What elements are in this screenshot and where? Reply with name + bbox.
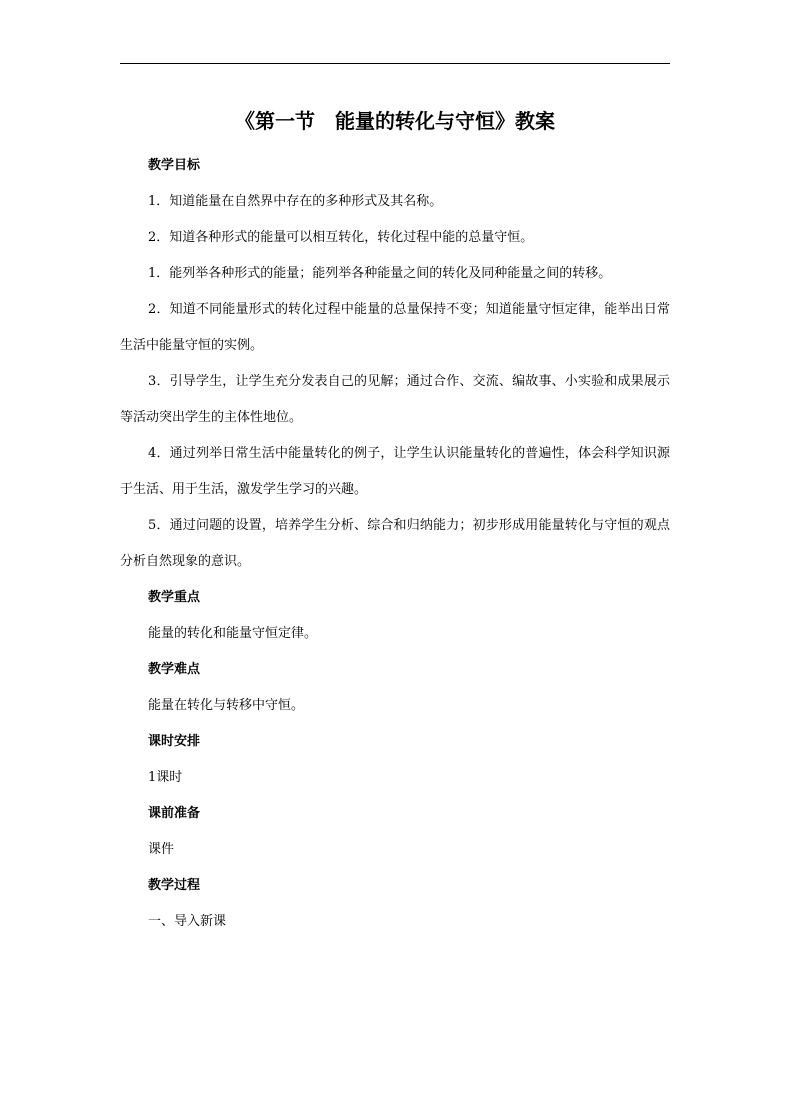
- key-heading: 教学重点: [148, 590, 201, 605]
- goals-heading: 教学目标: [148, 158, 201, 173]
- difficulty-text: 能量在转化与转移中守恒。: [148, 698, 305, 713]
- schedule-text: 1课时: [148, 770, 183, 785]
- goal-item: 1．能列举各种形式的能量；能列举各种能量之间的转化及同种能量之间的转移。: [148, 266, 612, 281]
- goal-item: 2．知道各种形式的能量可以相互转化，转化过程中能的总量守恒。: [148, 230, 534, 245]
- prep-text: 课件: [148, 842, 175, 857]
- process-first-step: 一、导入新课: [148, 914, 227, 929]
- goal-item: 2．知道不同能量形式的转化过程中能量的总量保持不变；知道能量守恒定律，能举出日常生活中能量守恒的实例。: [120, 302, 670, 353]
- process-heading: 教学过程: [148, 878, 201, 893]
- goal-item: 4．通过列举日常生活中能量转化的例子，让学生认识能量转化的普遍性，体会科学知识源于生活、用于生活，激发学生学习的兴趣。: [120, 446, 670, 497]
- goal-item: 3．引导学生，让学生充分发表自己的见解；通过合作、交流、编故事、小实验和成果展示等活动突出学生的主体性地位。: [120, 374, 670, 425]
- goal-item: 5．通过问题的设置，培养学生分析、综合和归纳能力；初步形成用能量转化与守恒的观点分析自然现象的意识。: [120, 518, 670, 569]
- difficulty-heading: 教学难点: [148, 662, 201, 677]
- prep-heading: 课前准备: [148, 806, 201, 821]
- document-body: [120, 148, 670, 940]
- key-text: 能量的转化和能量守恒定律。: [148, 626, 318, 641]
- document-title: 《第一节 能量的转化与守恒》教案: [235, 109, 555, 133]
- header-rule: [120, 63, 670, 64]
- schedule-heading: 课时安排: [148, 734, 201, 749]
- goal-item: 1．知道能量在自然界中存在的多种形式及其名称。: [148, 194, 443, 209]
